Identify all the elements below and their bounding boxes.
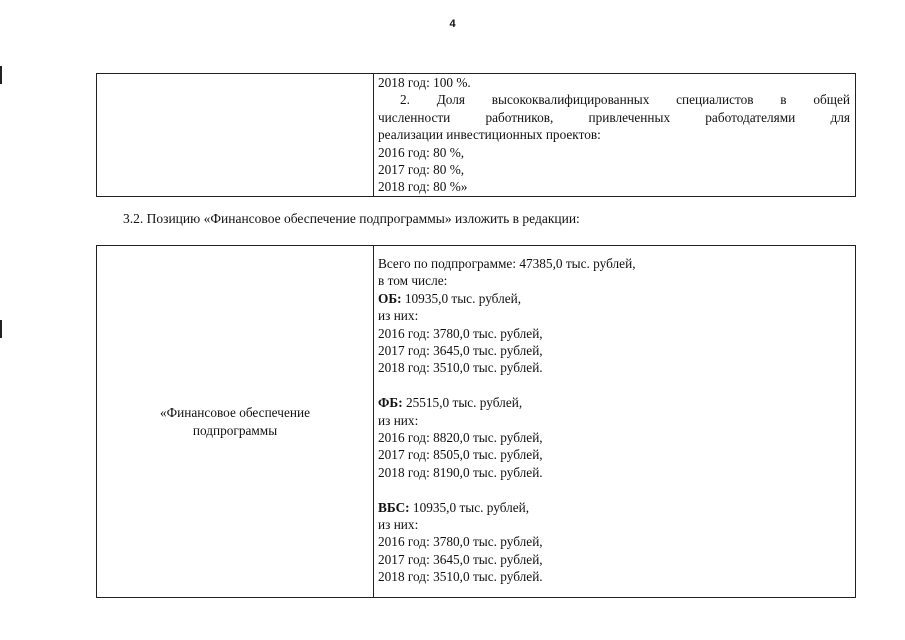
table-row	[97, 246, 856, 598]
fb-line	[378, 394, 850, 411]
table-cell-right	[374, 74, 856, 197]
table-row	[97, 74, 856, 197]
fb-of-them: из них:	[378, 412, 419, 428]
including-line: в том числе:	[378, 273, 448, 289]
text-line: численности работников, привлеченных работодателями для	[378, 109, 850, 125]
ob-of-them: из них:	[378, 308, 419, 324]
text-line: 2018 год: 100 %.	[378, 75, 471, 90]
text-line: 2017 год: 80 %,	[378, 162, 465, 178]
table-cell-left	[97, 74, 374, 197]
ob-line	[378, 290, 850, 307]
text-line: реализации инвестиционных проектов:	[378, 127, 601, 143]
ob-year-line: 2018 год: 3510,0 тыс. рублей.	[378, 360, 543, 376]
text-line: 2. Доля высококвалифицированных специалистов в общей	[400, 92, 850, 108]
financing-label-line1: «Финансовое обеспечение	[160, 405, 310, 421]
page-number: 4	[449, 18, 456, 30]
fb-year-line: 2017 год: 8505,0 тыс. рублей,	[378, 447, 543, 463]
vbs-label: ВБС:	[378, 499, 410, 515]
ob-label: ОБ:	[378, 290, 402, 306]
spacer	[378, 377, 850, 394]
fb-year-line: 2018 год: 8190,0 тыс. рублей.	[378, 464, 543, 480]
financing-table	[96, 245, 856, 598]
ob-year-line: 2017 год: 3645,0 тыс. рублей,	[378, 343, 543, 359]
fb-year-line: 2016 год: 8820,0 тыс. рублей,	[378, 430, 543, 446]
fb-amount: 25515,0 тыс. рублей,	[402, 395, 523, 411]
fb-label: ФБ:	[378, 395, 403, 411]
margin-mark	[0, 320, 2, 338]
vbs-amount: 10935,0 тыс. рублей,	[409, 499, 530, 515]
vbs-year-line: 2016 год: 3780,0 тыс. рублей,	[378, 534, 543, 550]
margin-mark	[0, 66, 2, 84]
table-cell-left	[97, 246, 374, 598]
vbs-of-them: из них:	[378, 517, 419, 533]
vbs-line	[378, 499, 850, 516]
table-cell-right	[374, 246, 856, 598]
financing-label-line2: подпрограммы	[192, 422, 278, 438]
spacer	[378, 481, 850, 498]
text-line: 2016 год: 80 %,	[378, 144, 465, 160]
ob-amount: 10935,0 тыс. рублей,	[401, 290, 522, 306]
vbs-year-line: 2017 год: 3645,0 тыс. рублей,	[378, 551, 543, 567]
indicators-table	[96, 73, 856, 197]
ob-year-line: 2016 год: 3780,0 тыс. рублей,	[378, 325, 543, 341]
vbs-year-line: 2018 год: 3510,0 тыс. рублей.	[378, 569, 543, 585]
text-line: 2018 год: 80 %»	[378, 179, 468, 195]
section-heading: 3.2. Позицию «Финансовое обеспечение подпрограммы» изложить в редакции:	[123, 211, 580, 226]
total-line: Всего по подпрограмме: 47385,0 тыс. рублей,	[378, 256, 636, 271]
